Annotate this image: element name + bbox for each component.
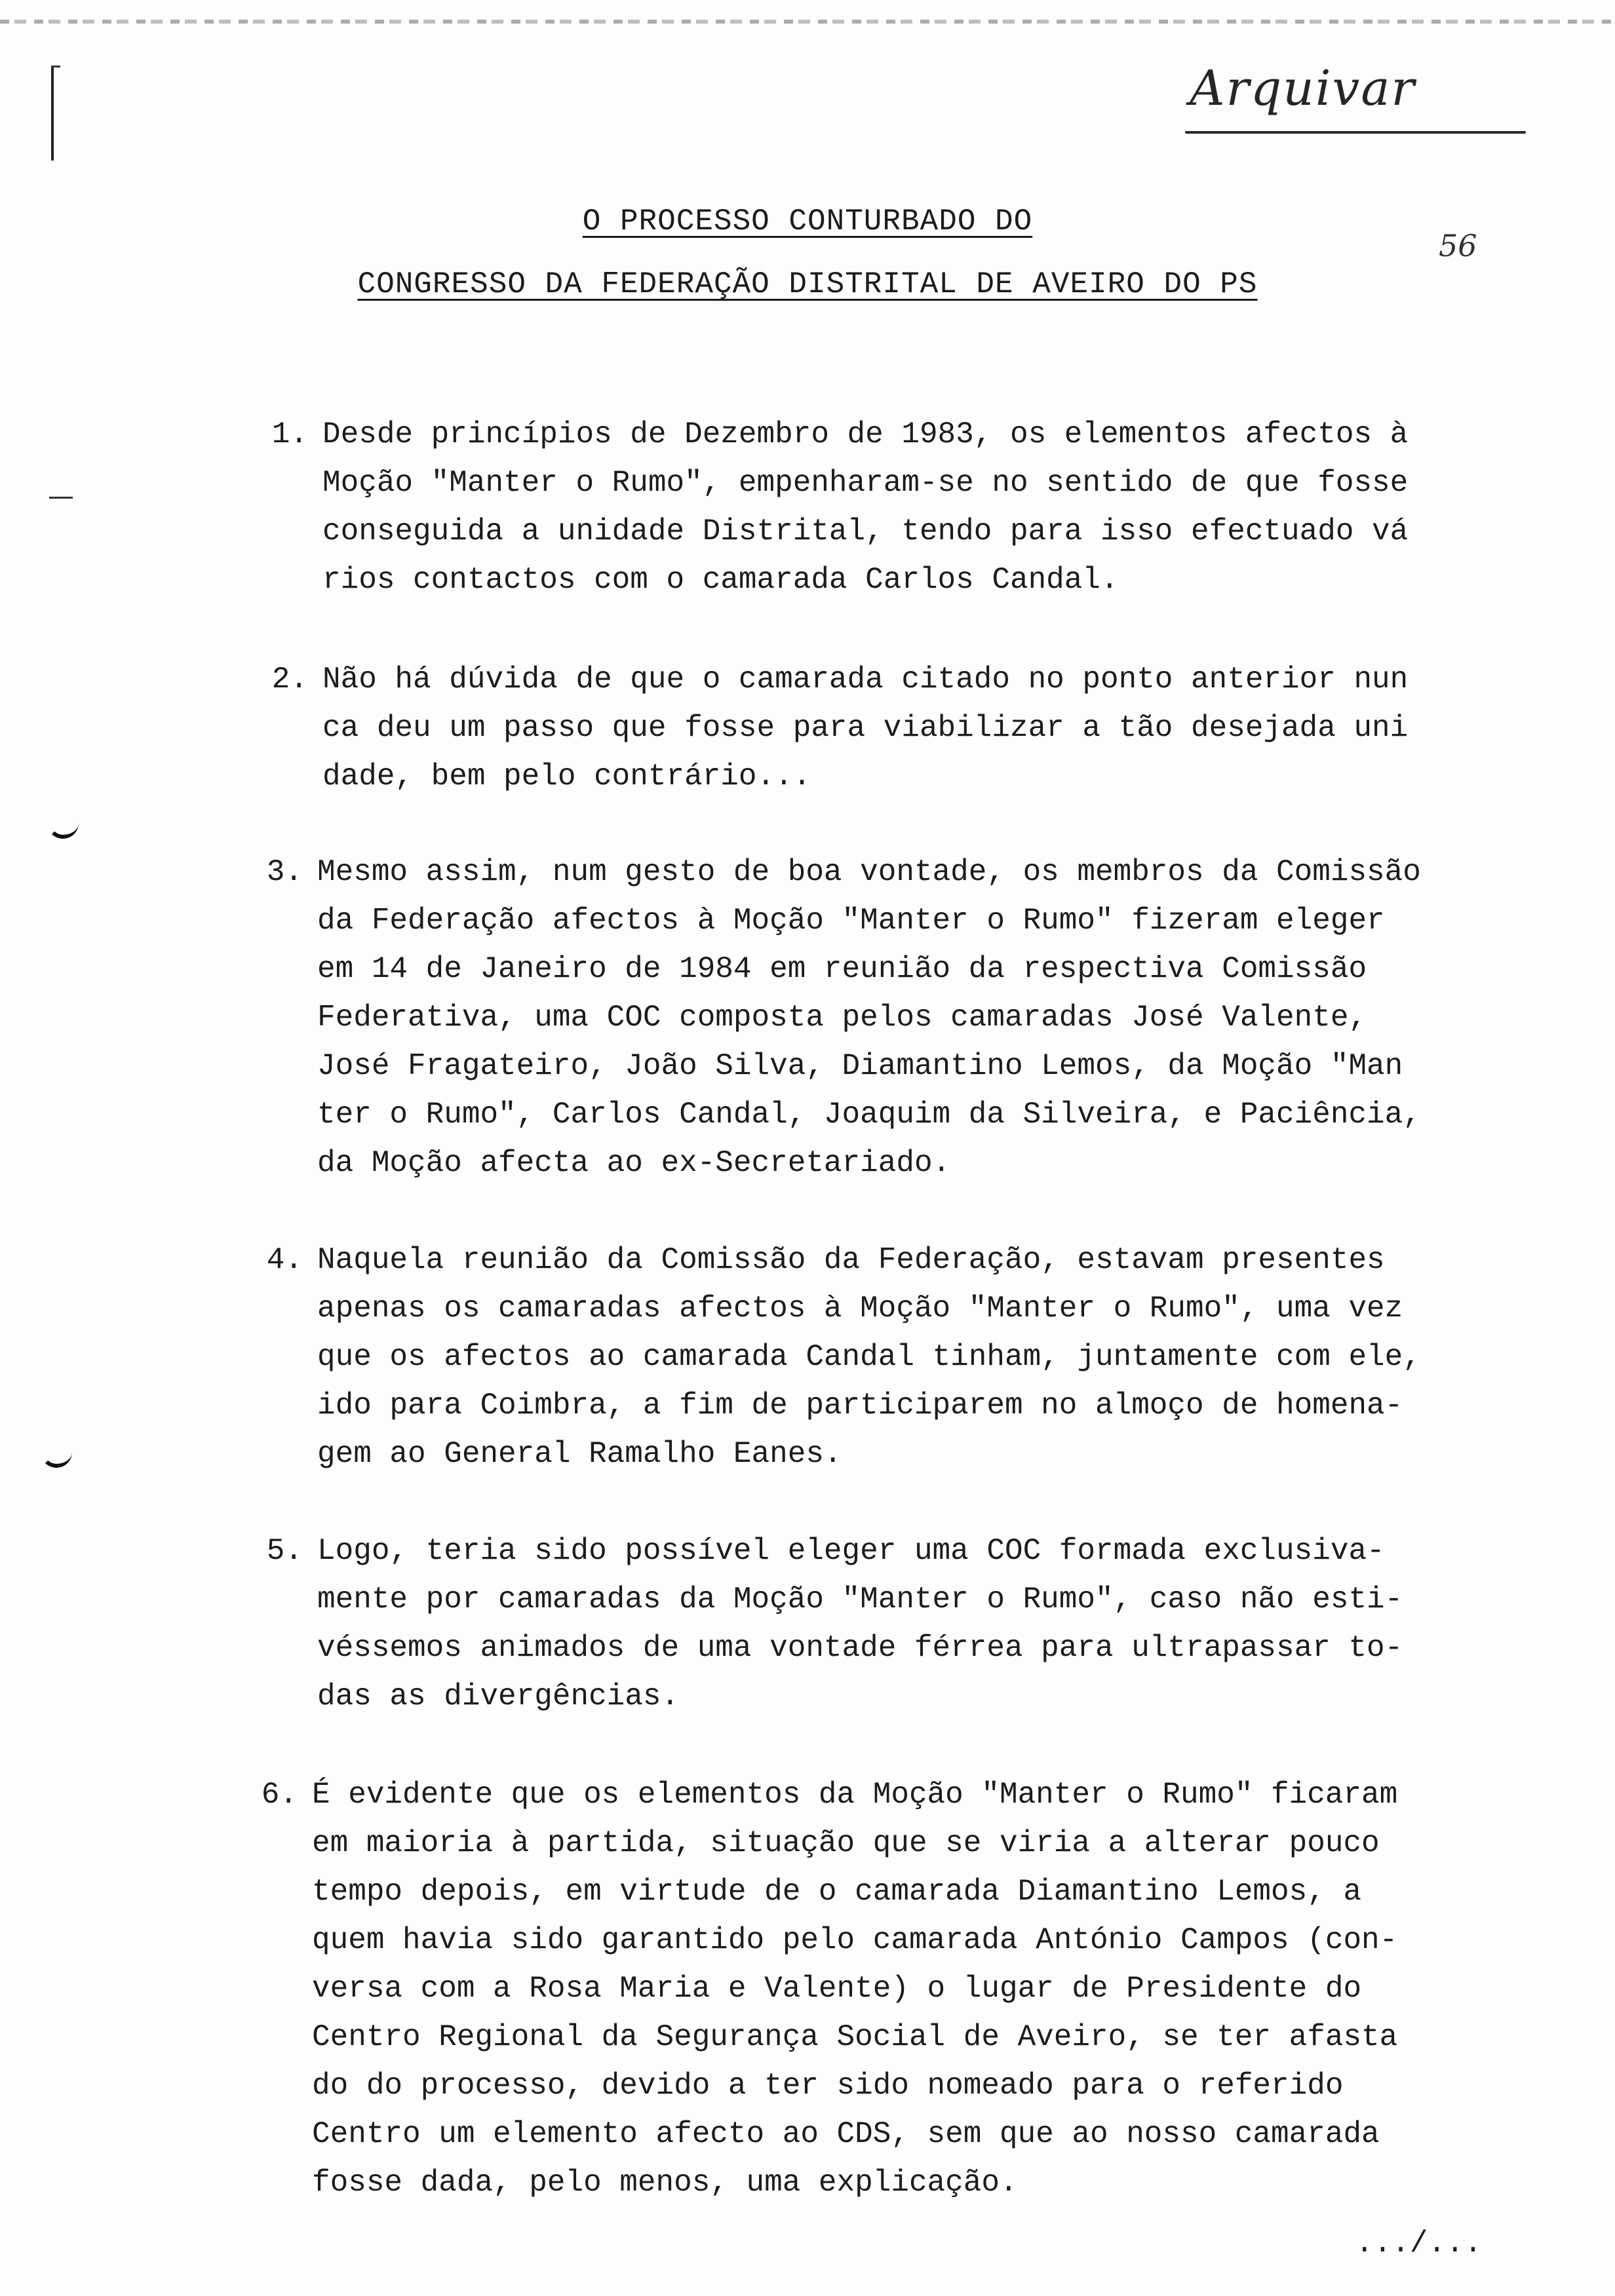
paragraph-line: quem havia sido garantido pelo camarada António Campos (con- (312, 1923, 1398, 1957)
handwritten-annotation: Arquivar (1190, 60, 1416, 117)
paragraph-line: que os afectos ao camarada Candal tinham, juntamente com ele, (317, 1340, 1421, 1374)
punch-hole-mark (47, 819, 79, 839)
paragraph-number: 2. (271, 662, 308, 697)
paragraph-number: 5. (266, 1534, 303, 1568)
scan-edge (0, 20, 1615, 24)
paragraph-6 (239, 1770, 1397, 2207)
handwritten-underline (1185, 131, 1526, 134)
paragraph-line: véssemos animados de uma vontade férrea para ultrapassar to- (317, 1631, 1403, 1665)
paragraph-line: rios contactos com o camarada Carlos Candal. (322, 563, 1119, 597)
paragraph-4 (244, 1236, 1421, 1478)
paragraph-line: ca deu um passo que fosse para viabilizar a tão desejada uni (322, 711, 1409, 745)
paragraph-line: Mesmo assim, num gesto de boa vontade, os membros da Comissão (317, 855, 1421, 889)
paragraph-line: tempo depois, em virtude de o camarada Diamantino Lemos, a (312, 1875, 1362, 1909)
punch-hole-mark (41, 1448, 72, 1468)
paragraph-5 (244, 1527, 1403, 1721)
paragraph-line: Não há dúvida de que o camarada citado no ponto anterior nun (322, 662, 1409, 697)
paragraph-line: fosse dada, pelo menos, uma explicação. (312, 2166, 1018, 2200)
paragraph-line: É evidente que os elementos da Moção "Manter o Rumo" ficaram (312, 1778, 1398, 1812)
paragraph-line: ido para Coimbra, a fim de participarem no almoço de homena- (317, 1388, 1403, 1423)
paragraph-line: dade, bem pelo contrário... (322, 759, 811, 794)
paragraph-line: Centro Regional da Segurança Social de Aveiro, se ter afasta (312, 2020, 1398, 2054)
margin-dash (51, 66, 60, 67)
paragraph-2 (249, 655, 1408, 801)
paragraph-3 (244, 848, 1421, 1187)
paragraph-line: mente por camaradas da Moção "Manter o Rumo", caso não esti- (317, 1582, 1403, 1617)
paragraph-line: da Moção afecta ao ex-Secretariado. (317, 1146, 951, 1180)
paragraph-line: apenas os camaradas afectos à Moção "Manter o Rumo", uma vez (317, 1292, 1403, 1326)
paragraph-line: Naquela reunião da Comissão da Federação, estavam presentes (317, 1243, 1385, 1277)
paragraph-line: Logo, teria sido possível eleger uma COC formada exclusiva- (317, 1534, 1385, 1568)
paragraph-number: 3. (266, 855, 303, 889)
paragraph-line: Moção "Manter o Rumo", empenharam-se no sentido de que fosse (322, 466, 1409, 500)
title-line-1: O PROCESSO CONTURBADO DO (582, 204, 1033, 239)
paragraph-number: 6. (261, 1778, 298, 1812)
paragraph-line: versa com a Rosa Maria e Valente) o lugar de Presidente do (312, 1972, 1362, 2006)
paragraph-line: em 14 de Janeiro de 1984 em reunião da respectiva Comissão (317, 952, 1367, 986)
paragraph-line: Centro um elemento afecto ao CDS, sem que ao nosso camarada (312, 2117, 1380, 2151)
continuation-mark: .../... (1355, 2227, 1483, 2261)
paragraph-line: Federativa, uma COC composta pelos camaradas José Valente, (317, 1001, 1367, 1035)
paragraph-line: da Federação afectos à Moção "Manter o Rumo" fizeram eleger (317, 904, 1385, 938)
title-line-2: CONGRESSO DA FEDERAÇÃO DISTRITAL DE AVEIRO DO PS (357, 267, 1258, 301)
paragraph-line: em maioria à partida, situação que se viria a alterar pouco (312, 1826, 1380, 1860)
paragraph-1 (249, 410, 1408, 604)
paragraph-number: 4. (266, 1243, 303, 1277)
paragraph-line: das as divergências. (317, 1679, 680, 1713)
paragraph-line: gem ao General Ramalho Eanes. (317, 1437, 842, 1471)
paragraph-line: conseguida a unidade Distrital, tendo para isso efectuado vá (322, 514, 1409, 548)
page-number: 56 (1439, 228, 1477, 263)
paragraph-line: José Fragateiro, João Silva, Diamantino Lemos, da Moção "Man (317, 1049, 1403, 1083)
paragraph-number: 1. (271, 417, 308, 451)
margin-dash (49, 497, 73, 499)
paragraph-line: do do processo, devido a ter sido nomeado para o referido (312, 2069, 1344, 2103)
paragraph-line: ter o Rumo", Carlos Candal, Joaquim da Silveira, e Paciência, (317, 1098, 1421, 1132)
margin-bracket (51, 66, 54, 161)
paragraph-line: Desde princípios de Dezembro de 1983, os elementos afectos à (322, 417, 1409, 451)
